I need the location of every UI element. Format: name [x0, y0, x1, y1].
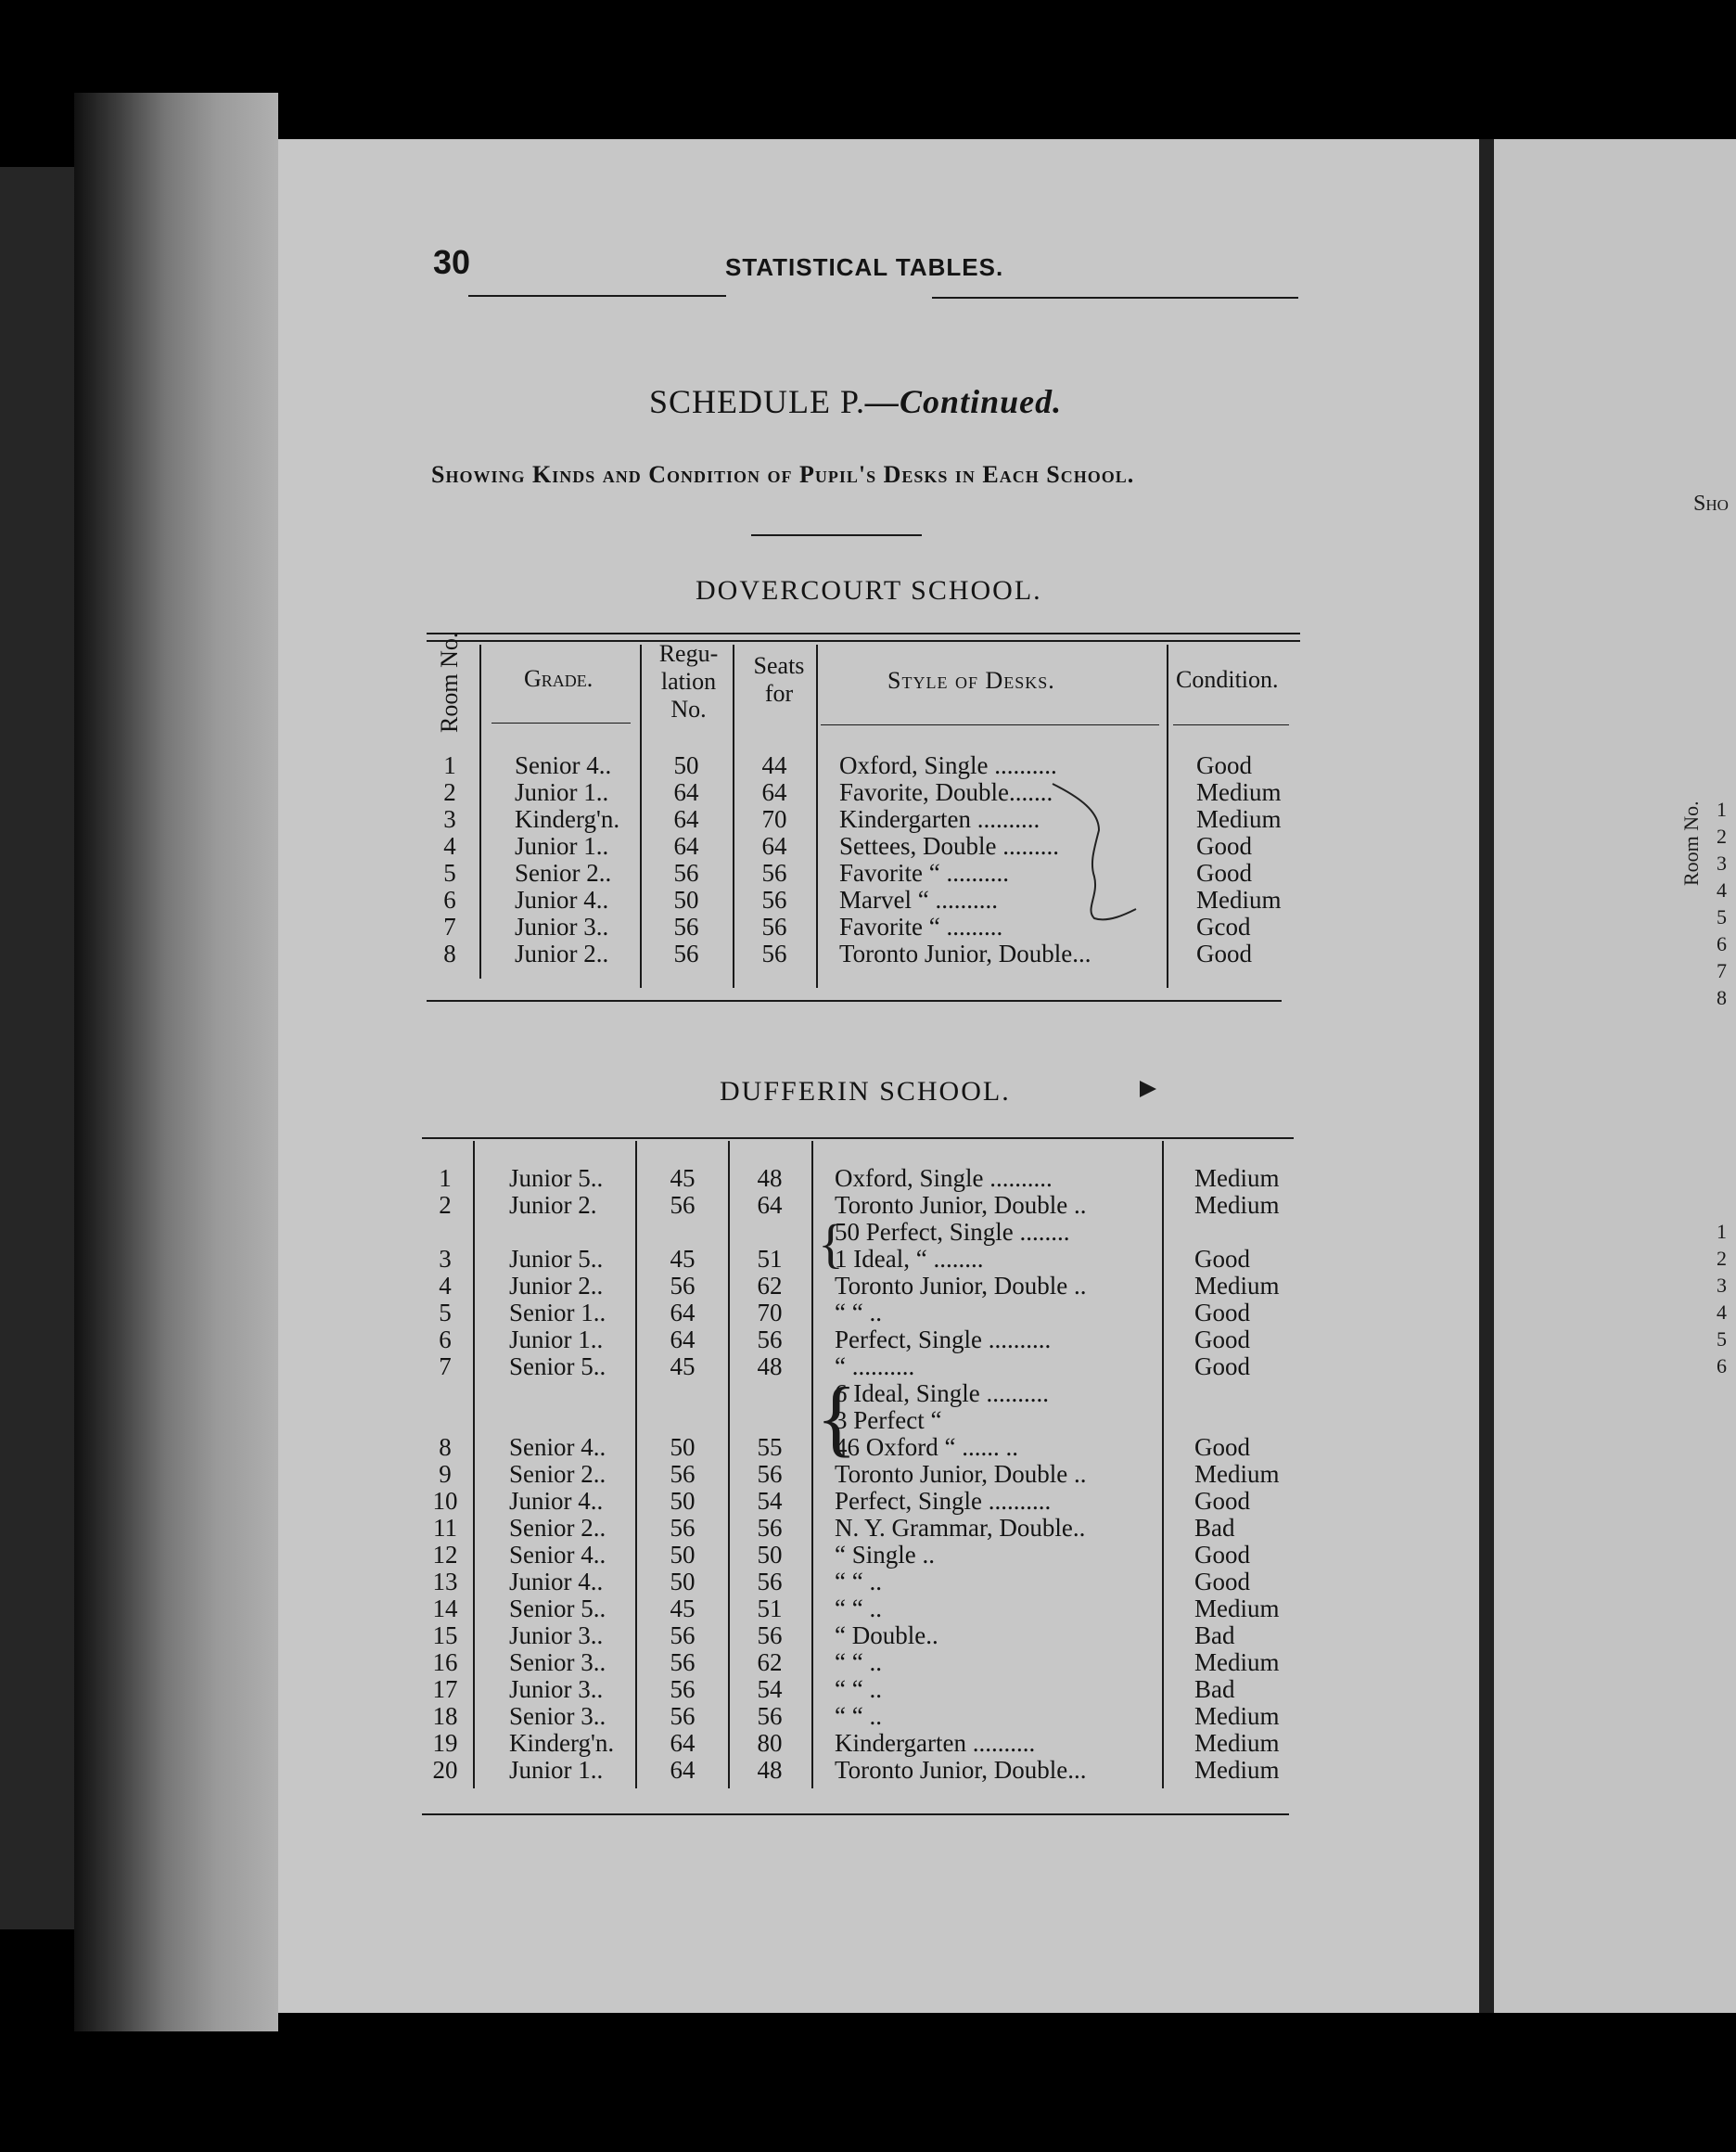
- dovercourt-row-1-room: 1: [443, 751, 456, 779]
- dufferin-row-6-style: “ “ ..: [835, 1299, 882, 1326]
- dovercourt-row-5-cond: Good: [1196, 859, 1252, 887]
- next-page-numbers_a-2: 2: [1717, 825, 1727, 848]
- dufferin-row-3-seats: [737, 1218, 802, 1246]
- dufferin-row-10-grade: [509, 1406, 648, 1434]
- dufferin-row-11-style: 46 Oxford “ ...... ..: [835, 1433, 1018, 1461]
- table2-divider-3: [728, 1141, 730, 1788]
- dovercourt-row-3-style: Kindergarten ..........: [839, 805, 1040, 833]
- dovercourt-row-1-style: Oxford, Single ..........: [839, 751, 1057, 779]
- dovercourt-row-1-seats: 44: [761, 751, 787, 779]
- next-page-numbers_b-3: 3: [1717, 1274, 1727, 1297]
- table2-divider-5: [1162, 1141, 1164, 1788]
- dufferin-row-17-cond: Medium: [1194, 1595, 1280, 1622]
- dovercourt-row-7-cond: Gcod: [1196, 913, 1251, 941]
- dovercourt-row-8-cond: Good: [1196, 940, 1252, 967]
- dufferin-row-7-cond: Good: [1194, 1326, 1250, 1353]
- dovercourt-row-5-grade: Senior 2..: [515, 859, 612, 887]
- dufferin-row-23-seats: 48: [757, 1756, 783, 1784]
- dufferin-row-21-seats: 56: [757, 1702, 783, 1730]
- dufferin-row-12-cond: Medium: [1194, 1460, 1280, 1488]
- dufferin-row-22-style: Kindergarten ..........: [835, 1729, 1036, 1757]
- dufferin-row-8-style: “ ..........: [835, 1352, 915, 1380]
- dufferin-row-16-cond: Good: [1194, 1568, 1250, 1595]
- dufferin-row-19-room: 16: [432, 1648, 458, 1676]
- dufferin-row-4-seats: 51: [757, 1245, 783, 1273]
- dufferin-row-6-grade: Senior 1..: [509, 1299, 606, 1326]
- arrow-mark-icon: [1138, 1079, 1158, 1099]
- dovercourt-row-2-style: Favorite, Double.......: [839, 778, 1053, 806]
- col-style-header: Style of Desks.: [887, 667, 1055, 694]
- dufferin-row-16-reg: 50: [670, 1568, 696, 1595]
- dufferin-row-4-cond: Good: [1194, 1245, 1250, 1273]
- dufferin-row-5-reg: 56: [670, 1272, 696, 1300]
- next-page-numbers_a-3: 3: [1717, 852, 1727, 875]
- dufferin-row-18-seats: 56: [757, 1621, 783, 1649]
- col-room-header: Room No.: [436, 632, 463, 733]
- dufferin-row-16-seats: 56: [757, 1568, 783, 1595]
- dufferin-row-13-style: Perfect, Single ..........: [835, 1487, 1052, 1515]
- dufferin-row-13-cond: Good: [1194, 1487, 1250, 1515]
- dufferin-row-11-reg: 50: [670, 1433, 696, 1461]
- dufferin-row-1-room: 1: [439, 1164, 452, 1192]
- dufferin-row-16-room: 13: [432, 1568, 458, 1595]
- dufferin-row-7-room: 6: [439, 1326, 452, 1353]
- ink-mark-scribble: [1043, 779, 1155, 928]
- dufferin-row-14-cond: Bad: [1194, 1514, 1235, 1542]
- dufferin-row-1-style: Oxford, Single ..........: [835, 1164, 1053, 1192]
- header-underline-style: [821, 724, 1159, 725]
- page-number: 30: [433, 243, 471, 281]
- dufferin-row-5-style: Toronto Junior, Double ..: [835, 1272, 1087, 1300]
- dufferin-row-20-cond: Bad: [1194, 1675, 1235, 1703]
- dufferin-row-23-style: Toronto Junior, Double...: [835, 1756, 1087, 1784]
- book-page-edges: [74, 93, 278, 2031]
- dufferin-row-12-style: Toronto Junior, Double ..: [835, 1460, 1087, 1488]
- next-page-numbers_a-1: 1: [1717, 798, 1727, 821]
- table2-divider-4: [811, 1141, 813, 1788]
- dufferin-row-11-room: 8: [439, 1433, 452, 1461]
- dufferin-row-8-grade: Senior 5..: [509, 1352, 606, 1380]
- dufferin-row-2-style: Toronto Junior, Double ..: [835, 1191, 1087, 1219]
- dovercourt-row-3-reg: 64: [673, 805, 699, 833]
- dufferin-row-3-reg: [650, 1218, 715, 1246]
- dufferin-row-3-room: [422, 1218, 468, 1246]
- dufferin-row-15-reg: 50: [670, 1541, 696, 1569]
- dovercourt-row-8-style: Toronto Junior, Double...: [839, 940, 1091, 967]
- dufferin-row-18-cond: Bad: [1194, 1621, 1235, 1649]
- dufferin-row-8-room: 7: [439, 1352, 452, 1380]
- dovercourt-row-2-grade: Junior 1..: [515, 778, 609, 806]
- dovercourt-row-3-room: 3: [443, 805, 456, 833]
- dovercourt-row-4-grade: Junior 1..: [515, 832, 609, 860]
- dufferin-row-18-style: “ Double..: [835, 1621, 938, 1649]
- dufferin-title: DUFFERIN SCHOOL.: [720, 1076, 1011, 1107]
- dufferin-row-13-room: 10: [432, 1487, 458, 1515]
- dufferin-row-14-reg: 56: [670, 1514, 696, 1542]
- col-regulation-header-1: Regu-: [658, 640, 719, 667]
- dufferin-row-15-style: “ Single ..: [835, 1541, 935, 1569]
- col-regulation-header-3: No.: [670, 696, 707, 723]
- col-seats-header: [737, 652, 821, 708]
- dufferin-row-11-seats: 55: [757, 1433, 783, 1461]
- dufferin-row-12-room: 9: [439, 1460, 452, 1488]
- dufferin-row-21-grade: Senior 3..: [509, 1702, 606, 1730]
- book-gutter: [1479, 139, 1494, 2013]
- table1-divider-1: [479, 645, 481, 979]
- dufferin-row-2-cond: Medium: [1194, 1191, 1280, 1219]
- dufferin-row-22-grade: Kinderg'n.: [509, 1729, 615, 1757]
- dufferin-row-9-room: [422, 1379, 468, 1407]
- brace-room-8: {: [816, 1370, 858, 1465]
- header-rule-left: [468, 295, 726, 297]
- dufferin-row-5-seats: 62: [757, 1272, 783, 1300]
- dufferin-row-11-grade: Senior 4..: [509, 1433, 606, 1461]
- dovercourt-row-6-cond: Medium: [1196, 886, 1282, 914]
- dovercourt-row-7-style: Favorite “ .........: [839, 913, 1003, 941]
- dufferin-row-23-cond: Medium: [1194, 1756, 1280, 1784]
- dufferin-row-7-reg: 64: [670, 1326, 696, 1353]
- col-seats-header-2: for: [764, 680, 794, 707]
- dufferin-row-17-style: “ “ ..: [835, 1595, 882, 1622]
- dufferin-row-21-cond: Medium: [1194, 1702, 1280, 1730]
- brace-room-3: {: [818, 1213, 844, 1274]
- dufferin-row-6-cond: Good: [1194, 1299, 1250, 1326]
- dufferin-row-13-grade: Junior 4..: [509, 1487, 604, 1515]
- next-page-room-label: Room No.: [1679, 801, 1703, 886]
- dovercourt-row-6-style: Marvel “ ..........: [839, 886, 998, 914]
- dufferin-row-17-grade: Senior 5..: [509, 1595, 606, 1622]
- dufferin-row-6-reg: 64: [670, 1299, 696, 1326]
- dovercourt-row-7-seats: 56: [761, 913, 787, 941]
- dufferin-row-22-cond: Medium: [1194, 1729, 1280, 1757]
- running-title: STATISTICAL TABLES.: [725, 253, 1004, 281]
- table1-divider-3: [733, 645, 734, 988]
- dufferin-row-19-seats: 62: [757, 1648, 783, 1676]
- dovercourt-row-7-room: 7: [443, 913, 456, 941]
- dufferin-row-5-room: 4: [439, 1272, 452, 1300]
- dufferin-row-16-grade: Junior 4..: [509, 1568, 604, 1595]
- dovercourt-row-4-cond: Good: [1196, 832, 1252, 860]
- next-page-numbers_a-5: 5: [1717, 905, 1727, 929]
- dovercourt-row-6-reg: 50: [673, 886, 699, 914]
- dovercourt-row-4-room: 4: [443, 832, 456, 860]
- dufferin-row-14-grade: Senior 2..: [509, 1514, 606, 1542]
- dufferin-row-19-reg: 56: [670, 1648, 696, 1676]
- dufferin-row-8-reg: 45: [670, 1352, 696, 1380]
- dufferin-row-5-cond: Medium: [1194, 1272, 1280, 1300]
- dufferin-row-21-room: 18: [432, 1702, 458, 1730]
- table2-top-rule: [422, 1137, 1294, 1139]
- dufferin-row-23-room: 20: [432, 1756, 458, 1784]
- dovercourt-row-4-reg: 64: [673, 832, 699, 860]
- dufferin-row-19-cond: Medium: [1194, 1648, 1280, 1676]
- dufferin-row-14-room: 11: [433, 1514, 457, 1542]
- dufferin-row-2-grade: Junior 2.: [509, 1191, 597, 1219]
- dufferin-row-18-room: 15: [432, 1621, 458, 1649]
- dovercourt-row-4-seats: 64: [761, 832, 787, 860]
- next-page-numbers_a-4: 4: [1717, 878, 1727, 902]
- next-page-numbers_b-6: 6: [1717, 1354, 1727, 1377]
- dovercourt-row-8-grade: Junior 2..: [515, 940, 609, 967]
- dufferin-row-23-grade: Junior 1..: [509, 1756, 604, 1784]
- dovercourt-row-8-seats: 56: [761, 940, 787, 967]
- dufferin-row-3-grade: [509, 1218, 648, 1246]
- schedule-title: [649, 382, 1062, 421]
- table1-divider-5: [1167, 645, 1168, 988]
- dovercourt-row-4-style: Settees, Double .........: [839, 832, 1059, 860]
- dovercourt-row-5-room: 5: [443, 859, 456, 887]
- schedule-title-suffix: —Continued.: [865, 383, 1063, 420]
- dufferin-row-22-seats: 80: [757, 1729, 783, 1757]
- dufferin-row-19-style: “ “ ..: [835, 1648, 882, 1676]
- dufferin-row-10-reg: [650, 1406, 715, 1434]
- dufferin-row-9-grade: [509, 1379, 648, 1407]
- dovercourt-row-1-grade: Senior 4..: [515, 751, 612, 779]
- dovercourt-row-7-reg: 56: [673, 913, 699, 941]
- dufferin-row-17-seats: 51: [757, 1595, 783, 1622]
- dovercourt-row-8-reg: 56: [673, 940, 699, 967]
- next-page-numbers_b-4: 4: [1717, 1300, 1727, 1324]
- dufferin-row-5-grade: Junior 2..: [509, 1272, 604, 1300]
- dufferin-row-14-seats: 56: [757, 1514, 783, 1542]
- dufferin-row-21-style: “ “ ..: [835, 1702, 882, 1730]
- dufferin-row-7-seats: 56: [757, 1326, 783, 1353]
- dufferin-row-21-reg: 56: [670, 1702, 696, 1730]
- dufferin-row-1-reg: 45: [670, 1164, 696, 1192]
- dufferin-row-8-seats: 48: [757, 1352, 783, 1380]
- schedule-title-main: SCHEDULE P.: [649, 383, 866, 420]
- dufferin-row-11-cond: Good: [1194, 1433, 1250, 1461]
- dovercourt-title: DOVERCOURT SCHOOL.: [696, 575, 1042, 606]
- dufferin-row-15-cond: Good: [1194, 1541, 1250, 1569]
- header-underline-condition: [1173, 724, 1289, 725]
- col-grade-header: Grade.: [524, 665, 594, 692]
- dufferin-row-18-grade: Junior 3..: [509, 1621, 604, 1649]
- dufferin-row-4-reg: 45: [670, 1245, 696, 1273]
- dufferin-row-8-cond: Good: [1194, 1352, 1250, 1380]
- dovercourt-row-2-reg: 64: [673, 778, 699, 806]
- dufferin-row-13-seats: 54: [757, 1487, 783, 1515]
- dufferin-row-14-style: N. Y. Grammar, Double..: [835, 1514, 1086, 1542]
- dufferin-row-2-room: 2: [439, 1191, 452, 1219]
- dovercourt-row-8-room: 8: [443, 940, 456, 967]
- dovercourt-row-6-grade: Junior 4..: [515, 886, 609, 914]
- dufferin-row-9-style: 6 Ideal, Single ..........: [835, 1379, 1049, 1407]
- dufferin-row-19-grade: Senior 3..: [509, 1648, 606, 1676]
- dovercourt-row-5-seats: 56: [761, 859, 787, 887]
- dovercourt-row-2-cond: Medium: [1196, 778, 1282, 806]
- dufferin-row-1-cond: Medium: [1194, 1164, 1280, 1192]
- dufferin-row-3-style: 50 Perfect, Single ........: [835, 1218, 1070, 1246]
- table1-divider-4: [816, 645, 818, 988]
- col-regulation-header-2: lation: [660, 668, 717, 695]
- dovercourt-row-7-grade: Junior 3..: [515, 913, 609, 941]
- dufferin-row-6-seats: 70: [757, 1299, 783, 1326]
- next-page-fragment: [1494, 139, 1736, 2013]
- dufferin-row-16-style: “ “ ..: [835, 1568, 882, 1595]
- table2-divider-1: [473, 1141, 475, 1788]
- dovercourt-row-1-cond: Good: [1196, 751, 1252, 779]
- dufferin-row-23-reg: 64: [670, 1756, 696, 1784]
- dufferin-row-20-style: “ “ ..: [835, 1675, 882, 1703]
- table2-bottom-rule: [422, 1813, 1289, 1815]
- dufferin-row-22-reg: 64: [670, 1729, 696, 1757]
- dufferin-row-17-room: 14: [432, 1595, 458, 1622]
- dufferin-row-4-grade: Junior 5..: [509, 1245, 604, 1273]
- dufferin-row-18-reg: 56: [670, 1621, 696, 1649]
- col-regulation-header: [649, 640, 728, 724]
- dovercourt-row-5-style: Favorite “ ..........: [839, 859, 1009, 887]
- dovercourt-row-5-reg: 56: [673, 859, 699, 887]
- next-page-numbers_b-2: 2: [1717, 1247, 1727, 1270]
- dufferin-row-9-seats: [737, 1379, 802, 1407]
- dovercourt-row-1-reg: 50: [673, 751, 699, 779]
- dufferin-row-7-style: Perfect, Single ..........: [835, 1326, 1052, 1353]
- next-page-numbers_a-7: 7: [1717, 959, 1727, 982]
- dufferin-row-20-reg: 56: [670, 1675, 696, 1703]
- dufferin-row-15-room: 12: [432, 1541, 458, 1569]
- dufferin-row-1-grade: Junior 5..: [509, 1164, 604, 1192]
- dufferin-row-2-seats: 64: [757, 1191, 783, 1219]
- dufferin-row-10-seats: [737, 1406, 802, 1434]
- dufferin-row-12-grade: Senior 2..: [509, 1460, 606, 1488]
- table1-top-rule-b: [427, 640, 1300, 642]
- dufferin-row-6-room: 5: [439, 1299, 452, 1326]
- dufferin-row-4-style: 1 Ideal, “ ........: [835, 1245, 984, 1273]
- col-seats-header-1: Seats: [753, 652, 805, 679]
- dovercourt-row-6-room: 6: [443, 886, 456, 914]
- dufferin-row-22-room: 19: [432, 1729, 458, 1757]
- dufferin-row-20-seats: 54: [757, 1675, 783, 1703]
- dufferin-row-12-reg: 56: [670, 1460, 696, 1488]
- header-underline-grade: [491, 723, 631, 724]
- dufferin-row-15-grade: Senior 4..: [509, 1541, 606, 1569]
- next-page-numbers_b-1: 1: [1717, 1220, 1727, 1243]
- dufferin-row-7-grade: Junior 1..: [509, 1326, 604, 1353]
- dufferin-row-20-room: 17: [432, 1675, 458, 1703]
- dufferin-row-13-reg: 50: [670, 1487, 696, 1515]
- dovercourt-row-6-seats: 56: [761, 886, 787, 914]
- dovercourt-row-3-cond: Medium: [1196, 805, 1282, 833]
- dovercourt-row-2-seats: 64: [761, 778, 787, 806]
- dovercourt-row-3-grade: Kinderg'n.: [515, 805, 620, 833]
- dufferin-row-10-room: [422, 1406, 468, 1434]
- next-page-numbers_b-5: 5: [1717, 1327, 1727, 1351]
- table1-top-rule-a: [427, 633, 1300, 634]
- next-page-numbers_a-6: 6: [1717, 932, 1727, 955]
- title-divider: [751, 534, 922, 536]
- dufferin-row-9-reg: [650, 1379, 715, 1407]
- dovercourt-row-2-room: 2: [443, 778, 456, 806]
- dufferin-row-4-room: 3: [439, 1245, 452, 1273]
- col-condition-header: Condition.: [1176, 666, 1279, 693]
- dufferin-row-2-reg: 56: [670, 1191, 696, 1219]
- dufferin-row-12-seats: 56: [757, 1460, 783, 1488]
- schedule-subtitle: Showing Kinds and Condition of Pupil's Desks in Each School.: [431, 461, 1135, 488]
- next-page-heading-fragment: Sho: [1693, 492, 1729, 516]
- dufferin-row-17-reg: 45: [670, 1595, 696, 1622]
- dufferin-row-20-grade: Junior 3..: [509, 1675, 604, 1703]
- header-rule-right: [932, 297, 1298, 299]
- next-page-numbers_a-8: 8: [1717, 986, 1727, 1009]
- dufferin-row-10-style: 3 Perfect “: [835, 1406, 942, 1434]
- dufferin-row-15-seats: 50: [757, 1541, 783, 1569]
- table1-bottom-rule: [427, 1000, 1282, 1002]
- dufferin-row-1-seats: 48: [757, 1164, 783, 1192]
- dovercourt-row-3-seats: 70: [761, 805, 787, 833]
